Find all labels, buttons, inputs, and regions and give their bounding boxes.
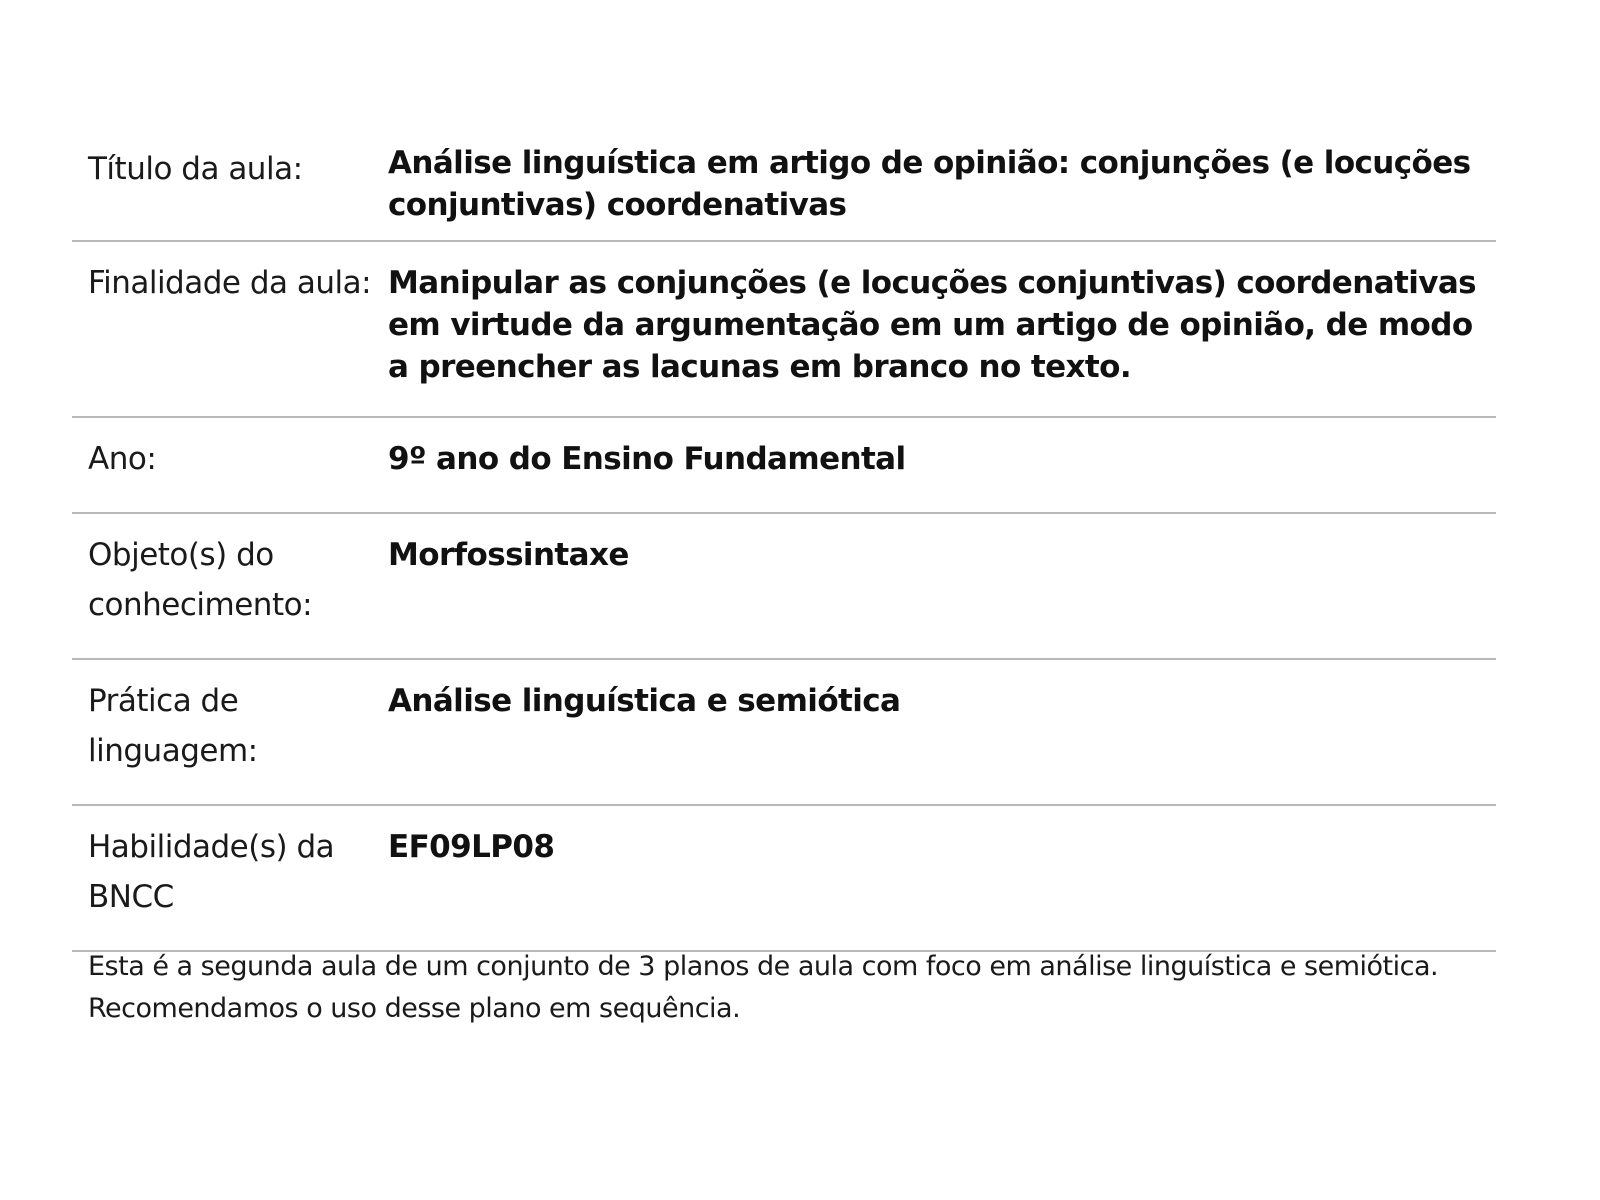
- row-label: Finalidade da aula:: [88, 265, 372, 301]
- row-finalidade: [72, 242, 1496, 418]
- lesson-info-table: [72, 138, 1496, 952]
- row-ano: [72, 418, 1496, 514]
- row-value: EF09LP08: [388, 829, 555, 865]
- row-label: Habilidade(s) da BNCC: [88, 829, 335, 915]
- row-label: Ano:: [88, 441, 157, 477]
- row-value: Morfossintaxe: [388, 537, 629, 573]
- row-label: Prática de linguagem:: [88, 683, 258, 769]
- row-habilidade: [72, 806, 1496, 952]
- row-value: Manipular as conjunções (e locuções conjuntivas) coordenativas em virtude da argumentação em um artigo de opinião, de modo a preencher as lacunas em branco no texto.: [388, 265, 1477, 385]
- row-label: Objeto(s) do conhecimento:: [88, 537, 313, 623]
- row-value: Análise linguística em artigo de opinião: conjunções (e locuções conjuntivas) coordenativas: [388, 145, 1471, 223]
- row-value: Análise linguística e semiótica: [388, 683, 901, 719]
- footnote: Esta é a segunda aula de um conjunto de 3 planos de aula com foco em análise linguística e semiótica. Recomendamos o uso desse plano em sequência.: [88, 951, 1439, 1024]
- row-titulo: [72, 138, 1496, 242]
- row-label: Título da aula:: [88, 151, 303, 187]
- row-objeto: [72, 514, 1496, 660]
- row-pratica: [72, 660, 1496, 806]
- row-value: 9º ano do Ensino Fundamental: [388, 441, 906, 477]
